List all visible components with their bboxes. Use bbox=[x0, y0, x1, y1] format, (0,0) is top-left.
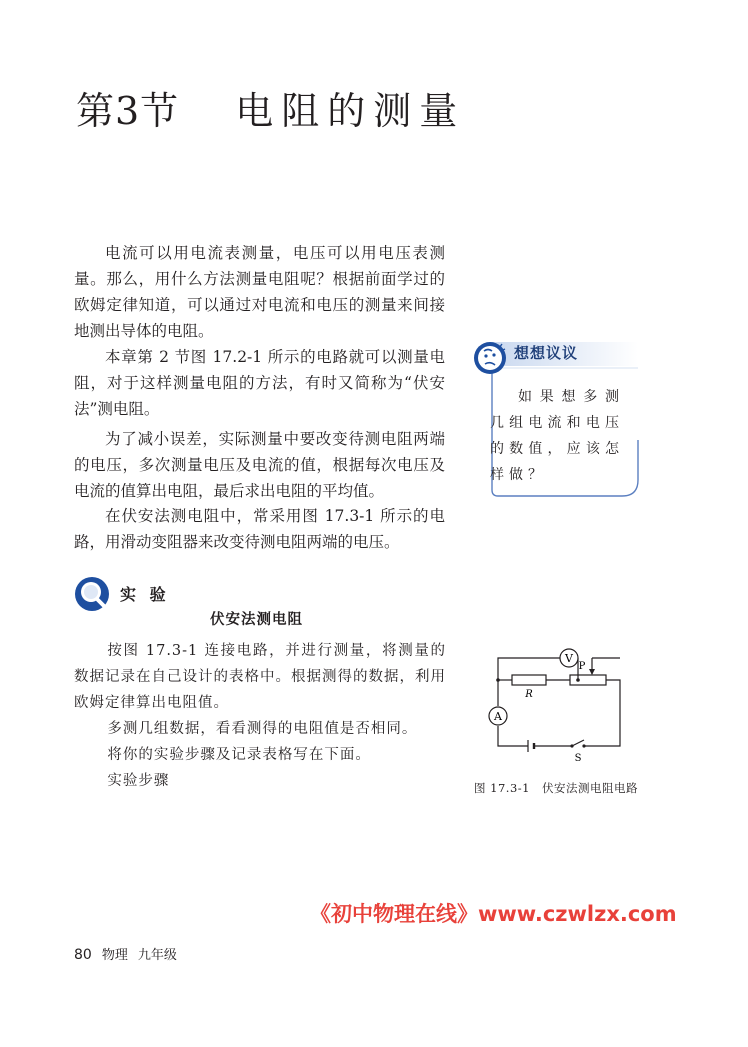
resistor bbox=[512, 675, 546, 685]
body-paragraph: 本章第 2 节图 17.2-1 所示的电路就可以测量电阻，对于这样测量电阻的方法，有时又简称为“伏安法”测电阻。 bbox=[74, 348, 445, 418]
figure-caption bbox=[474, 780, 638, 796]
discussion-text: 如果想多测几组电流和电压的数值，应该怎样做？ bbox=[490, 389, 624, 483]
ammeter-label: A bbox=[494, 710, 502, 723]
section-title bbox=[76, 86, 465, 136]
body-paragraph: 为了减小误差，实际测量中要改变待测电阻两端的电压，多次测量电压及电流的值，根据每次电压及电流的值算出电阻，最后求出电阻的平均值。 bbox=[74, 430, 445, 500]
experiment-title: 伏安法测电阻 bbox=[210, 612, 303, 628]
switch-contact bbox=[582, 744, 585, 747]
body-paragraph: 电流可以用电流表测量，电压可以用电压表测量。那么，用什么方法测量电阻呢？根据前面学过的欧姆定律知道，可以通过对电流和电压的测量来间接地测出导体的电阻。 bbox=[74, 244, 445, 340]
footer-subject: 物理 bbox=[101, 948, 128, 963]
slider-label: P bbox=[578, 661, 586, 672]
experiment-paragraph: 按图 17.3-1 连接电路，并进行测量，将测量的数据记录在自己设计的表格中。根据测得的数据，利用欧姆定律算出电阻值。 bbox=[74, 643, 446, 711]
thinking-face-icon bbox=[472, 340, 508, 376]
wire-left-lower bbox=[498, 726, 528, 746]
rheostat bbox=[570, 675, 606, 685]
discussion-heading: 想想议议 bbox=[514, 344, 579, 362]
switch-blade bbox=[572, 740, 584, 746]
footer-grade: 九年级 bbox=[137, 948, 177, 963]
junction-dot bbox=[496, 678, 500, 682]
experiment-paragraph: 实验步骤 bbox=[107, 773, 170, 789]
section-name: 电阻的测量 bbox=[235, 89, 466, 133]
junction-dot bbox=[576, 678, 580, 682]
discussion-box bbox=[472, 340, 638, 496]
wire-voltmeter-left bbox=[498, 658, 560, 680]
resistor-label: R bbox=[525, 689, 533, 700]
slider-arrow bbox=[589, 669, 595, 675]
experiment-paragraph: 多测几组数据，看看测得的电阻值是否相同。 bbox=[107, 721, 418, 737]
experiment-paragraph: 将你的实验步骤及记录表格写在下面。 bbox=[107, 747, 371, 763]
switch-contact bbox=[570, 744, 573, 747]
slider-wire bbox=[592, 658, 620, 674]
watermark-text: 《初中物理在线》www.czwlzx.com bbox=[310, 902, 677, 926]
magnifier-icon bbox=[74, 576, 110, 612]
page-number: 80 bbox=[74, 947, 92, 963]
caption-text: 伏安法测电阻电路 bbox=[541, 781, 638, 795]
wire-right bbox=[584, 680, 620, 746]
voltmeter-label: V bbox=[565, 652, 573, 665]
circuit-diagram bbox=[484, 644, 624, 766]
switch-label: S bbox=[574, 753, 582, 764]
caption-number: 图 17.3-1 bbox=[474, 781, 530, 795]
page-footer bbox=[74, 944, 177, 963]
experiment-label: 实 验 bbox=[120, 585, 170, 604]
section-number: 第3节 bbox=[76, 89, 180, 133]
body-paragraph: 在伏安法测电阻中，常采用图 17.3-1 所示的电路，用滑动变阻器来改变待测电阻两端的电压。 bbox=[74, 507, 445, 551]
